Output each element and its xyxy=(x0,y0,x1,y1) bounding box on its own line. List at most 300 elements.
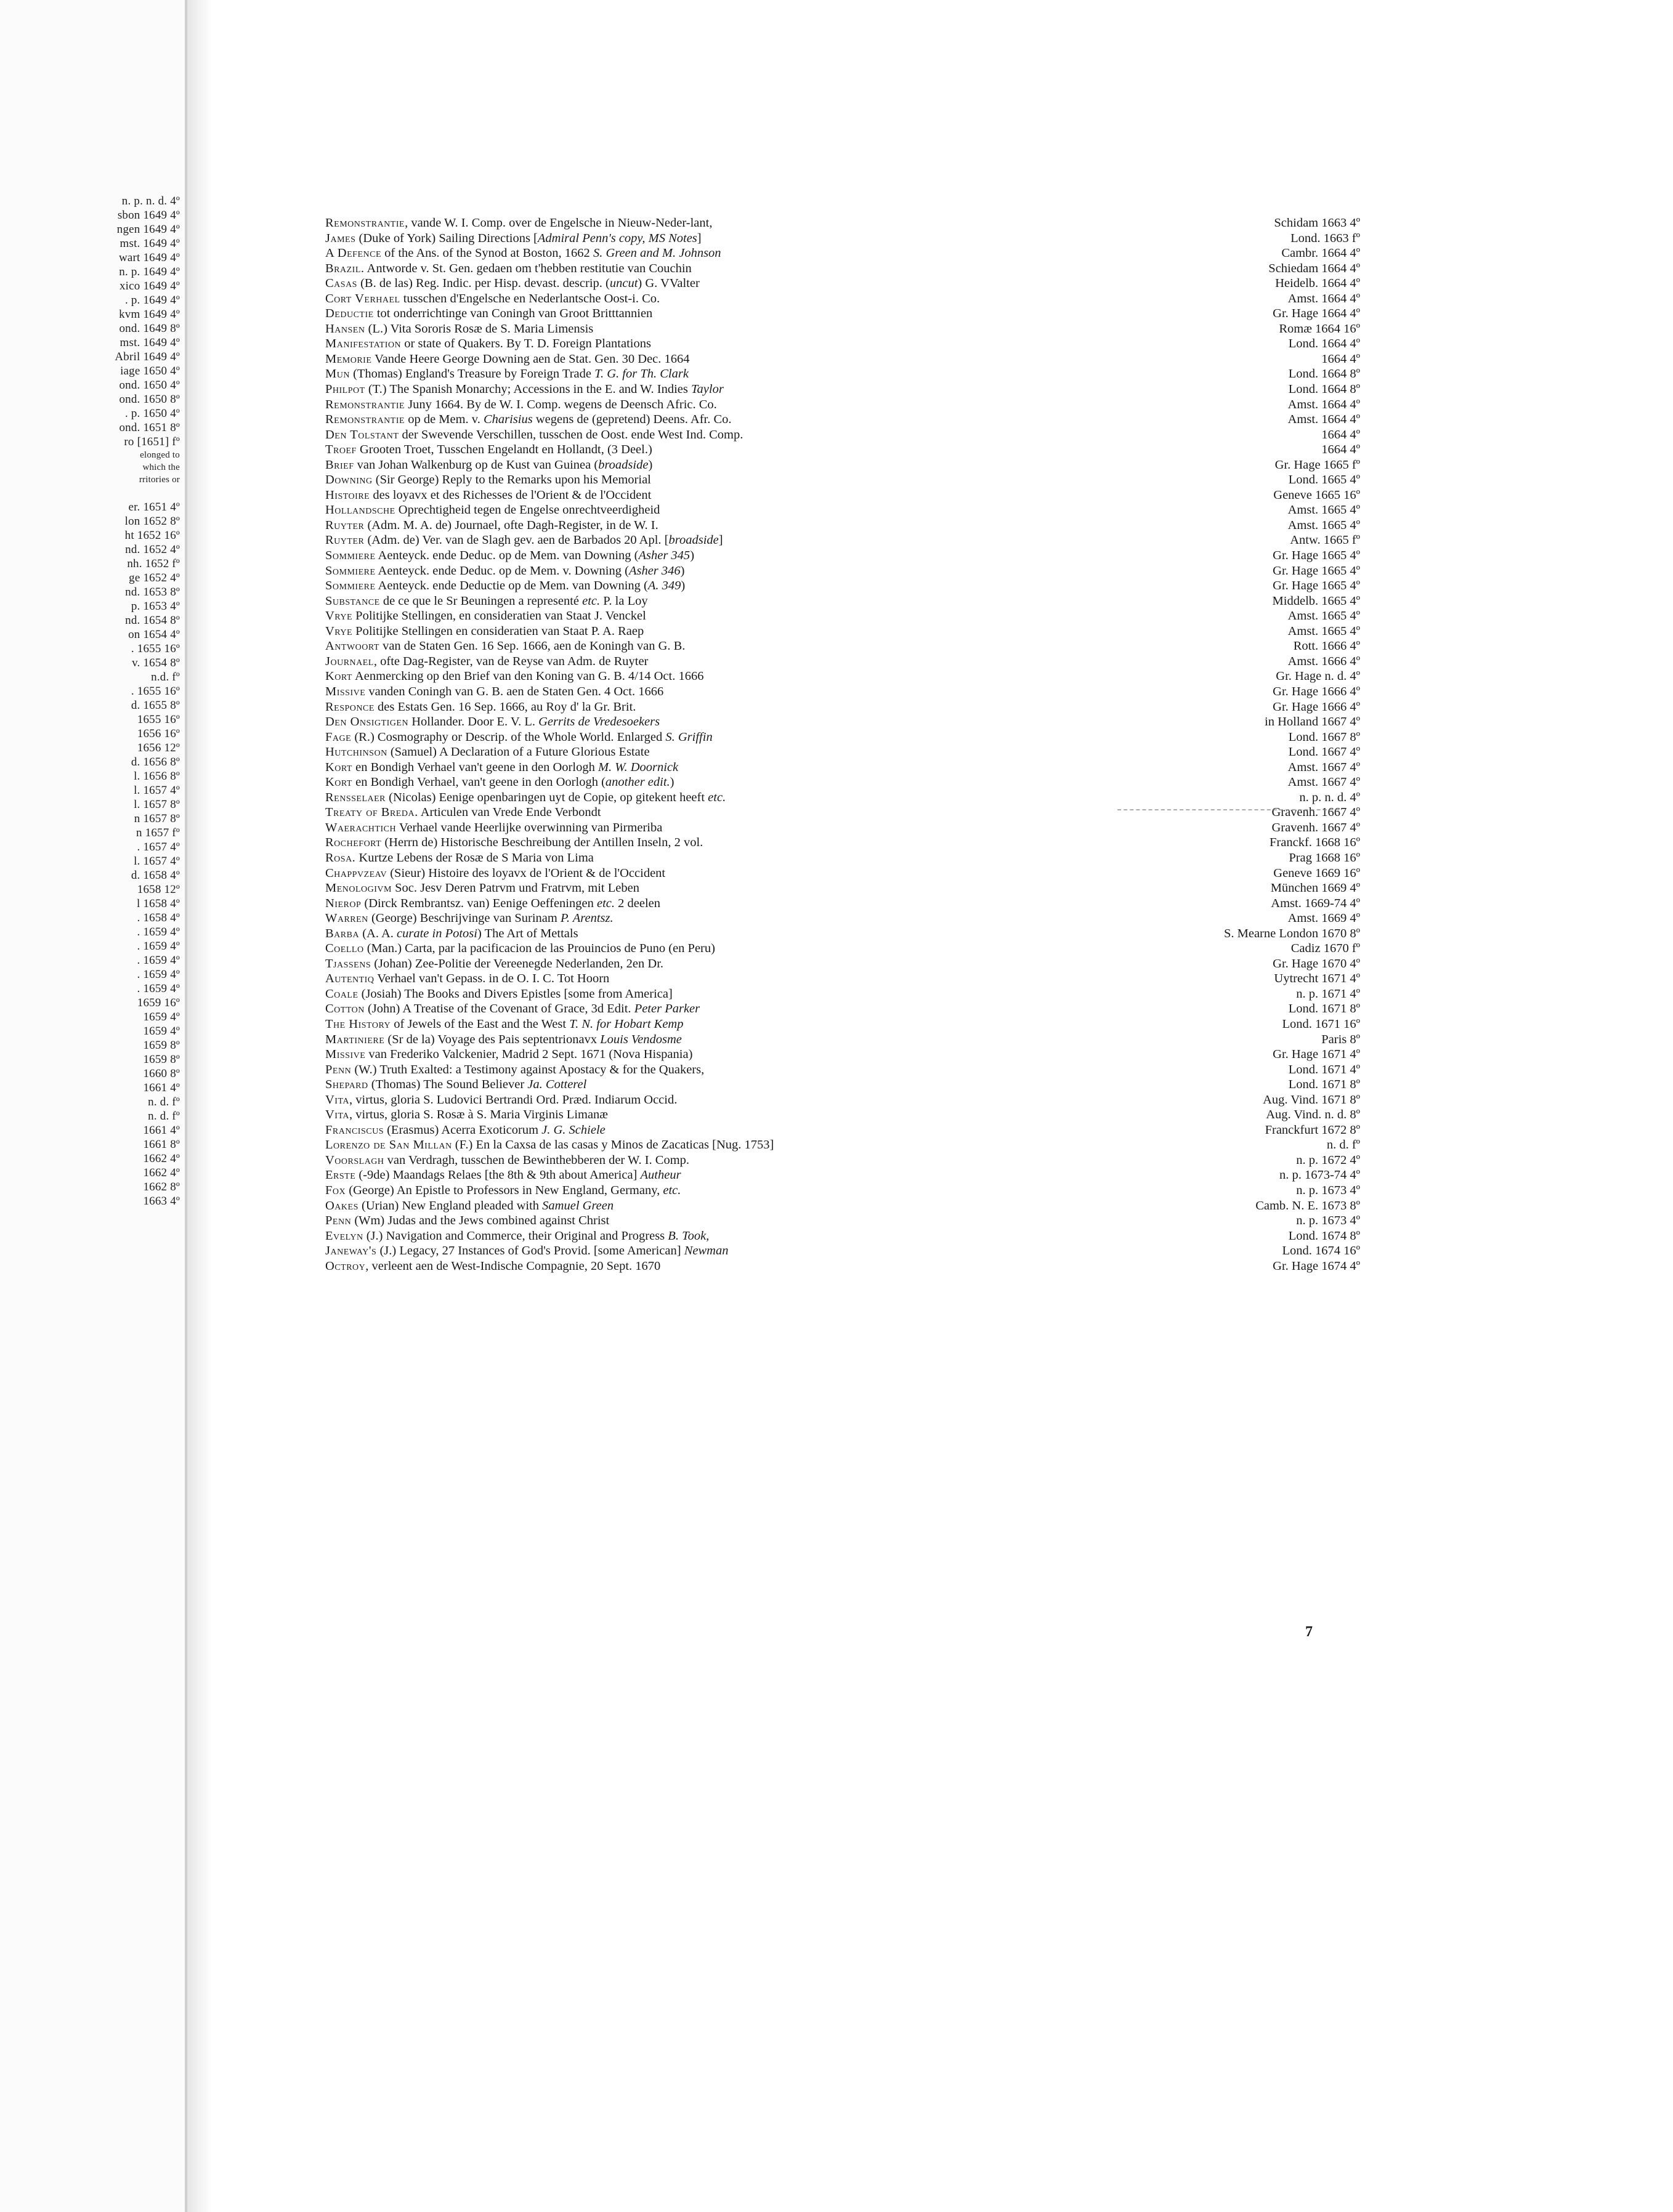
entry-title xyxy=(325,624,644,639)
entry-imprint: Lond. 1671 8º xyxy=(1288,1002,1360,1016)
entry-imprint: Amst. 1667 4º xyxy=(1287,775,1360,789)
previous-page-line: p. 1653 4º xyxy=(131,600,180,613)
entry-heading: Vita xyxy=(325,1108,350,1122)
entry-heading: Kort xyxy=(325,760,352,774)
bibliography-entry xyxy=(325,563,1360,579)
entry-text: (T.) The Spanish Monarchy; Accessions in the E. and W. Indies xyxy=(365,382,691,397)
entry-text: (Johan) Zee-Politie der Vereenegde Nederlanden, 2en Dr. xyxy=(371,956,664,971)
entry-heading: Histoire xyxy=(325,488,370,502)
bibliography-entry xyxy=(325,458,1360,473)
bibliography-entry xyxy=(325,684,1360,700)
entry-imprint: Schidam 1663 4º xyxy=(1274,216,1360,230)
entry-title xyxy=(325,1017,683,1032)
previous-page-line: l. 1657 8º xyxy=(134,798,180,811)
bibliography-entry xyxy=(325,1107,1360,1123)
bibliography-entry xyxy=(325,488,1360,503)
entry-imprint: Amst. 1665 4º xyxy=(1287,609,1360,623)
entry-title xyxy=(325,669,703,684)
entry-publisher: uncut xyxy=(609,276,638,291)
previous-page-line: ge 1652 4º xyxy=(129,571,180,584)
entry-heading: Vita xyxy=(325,1092,350,1107)
entry-text: Hollander. Door E. V. L. xyxy=(408,715,539,729)
entry-text-continued: ) The Art of Mettals xyxy=(477,926,578,940)
entry-text: van Frederiko Valckenier, Madrid 2 Sept. 1671 (Nova Hispania) xyxy=(365,1047,693,1062)
previous-page-line: 1662 4º xyxy=(143,1152,180,1165)
bibliography-entry xyxy=(325,1032,1360,1047)
entry-heading: Voorslagh xyxy=(325,1153,384,1167)
bibliography-entry xyxy=(325,608,1360,624)
entry-title xyxy=(325,533,723,548)
entry-heading: Missive xyxy=(325,1047,366,1062)
previous-page-line: n. p. n. d. 4º xyxy=(121,195,180,208)
entry-publisher: Louis Vendosme xyxy=(600,1032,682,1046)
previous-page-line: 1659 8º xyxy=(143,1053,180,1066)
entry-title xyxy=(325,336,651,352)
book-gutter xyxy=(187,0,212,2212)
bibliography-entry xyxy=(325,700,1360,715)
entry-text-continued: ] xyxy=(697,231,702,245)
previous-page-line: . p. 1650 4º xyxy=(124,407,180,420)
entry-heading: Treaty of Breda. xyxy=(325,805,418,820)
previous-page-line: 1659 4º xyxy=(143,1025,180,1038)
entry-heading: Franciscus xyxy=(325,1123,384,1137)
previous-page-line: 1656 12º xyxy=(137,741,180,754)
previous-page-line: l. 1657 4º xyxy=(134,784,180,797)
entry-text: van de Staten Gen. 16 Sep. 1666, aen de Koningh van G. B. xyxy=(379,639,686,653)
bibliography-entry xyxy=(325,366,1360,382)
previous-page-line: . 1659 4º xyxy=(137,926,180,938)
entry-heading: Sommiere xyxy=(325,563,376,578)
entry-imprint: Franckfurt 1672 8º xyxy=(1265,1123,1360,1137)
entry-heading: Lorenzo de San Millan xyxy=(325,1138,452,1152)
entry-title xyxy=(325,714,660,730)
entry-text: (J.) Legacy, 27 Instances of God's Provid. [some American] xyxy=(376,1244,684,1258)
entry-title xyxy=(325,850,594,866)
previous-page-line: 1662 4º xyxy=(143,1166,180,1179)
entry-heading: Sommiere xyxy=(325,579,376,593)
bibliography-entry xyxy=(325,745,1360,760)
previous-page-line: n. d. fº xyxy=(148,1096,180,1108)
bibliography-entry xyxy=(325,216,1360,231)
previous-page-line: ngen 1649 4º xyxy=(116,223,180,236)
entry-imprint: n. d. fº xyxy=(1326,1138,1360,1152)
entry-imprint: Amst. 1664 4º xyxy=(1287,397,1360,411)
entry-imprint: Camb. N. E. 1673 8º xyxy=(1255,1198,1360,1213)
bibliography-entry xyxy=(325,624,1360,639)
entry-title xyxy=(325,1243,728,1259)
entry-text: Vande Heere George Downing aen de Stat. Gen. 30 Dec. 1664 xyxy=(371,352,690,366)
entry-title xyxy=(325,548,694,563)
bibliography-entry xyxy=(325,231,1360,246)
entry-title xyxy=(325,700,636,715)
entry-text: des Estats Gen. 16 Sep. 1666, au Roy d' la Gr. Brit. xyxy=(374,700,636,714)
entry-title xyxy=(325,472,651,488)
entry-imprint: Gr. Hage 1671 4º xyxy=(1273,1047,1360,1062)
entry-heading: Rochefort xyxy=(325,836,382,850)
entry-heading: Waerachtich xyxy=(325,820,397,834)
bibliography-entry xyxy=(325,790,1360,805)
bibliography-entry xyxy=(325,1198,1360,1214)
entry-heading: Nierop xyxy=(325,896,362,910)
entry-text-continued: ) xyxy=(680,563,685,578)
entry-heading: Mun xyxy=(325,367,350,381)
previous-page-line: Abril 1649 4º xyxy=(115,350,180,363)
entry-text: vanden Coningh van G. B. aen de Staten Gen. 4 Oct. 1666 xyxy=(365,684,664,698)
entry-text: (Adm. de) Ver. van de Slagh gev. aen de Barbados 20 Apl. [ xyxy=(364,533,669,547)
bibliography-entry xyxy=(325,1243,1360,1259)
entry-imprint: Uytrecht 1671 4º xyxy=(1274,972,1360,986)
entry-title xyxy=(325,1213,609,1229)
previous-page-line: nh. 1652 fº xyxy=(127,557,180,570)
entry-publisher: etc. xyxy=(582,594,601,608)
entry-text: (B. de las) Reg. Indic. per Hisp. devast. descrip. ( xyxy=(357,276,610,291)
entry-text: (Nicolas) Eenige openbaringen uyt de Copie, op gitekent heeft xyxy=(386,790,708,804)
bibliography-entry xyxy=(325,578,1360,594)
bibliography-entry xyxy=(325,1092,1360,1108)
previous-page-line: xico 1649 4º xyxy=(119,280,180,293)
entry-title xyxy=(325,1092,677,1108)
entry-imprint: in Holland 1667 4º xyxy=(1265,715,1360,729)
entry-text: en Bondigh Verhael van't geene in den Oorlogh xyxy=(352,760,598,774)
entry-title xyxy=(325,366,689,382)
previous-page-line: ro [1651] fº xyxy=(124,435,180,448)
entry-title xyxy=(325,1001,700,1017)
entry-publisher: another edit. xyxy=(605,775,670,789)
entry-text: (George) An Epistle to Professors in New England, Germany, xyxy=(346,1184,663,1197)
entry-publisher: Admiral Penn's copy, MS Notes xyxy=(537,231,697,245)
previous-page-line: n.d. fº xyxy=(151,671,180,684)
previous-page-text xyxy=(0,194,180,1208)
entry-imprint: Amst. 1669-74 4º xyxy=(1271,896,1360,910)
entry-heading: Ruyter xyxy=(325,518,365,532)
bibliography-entry xyxy=(325,775,1360,790)
entry-title xyxy=(325,805,601,820)
entry-heading: Sommiere xyxy=(325,549,376,563)
previous-page-line: which the xyxy=(142,462,180,472)
entry-text-continued: P. A. Raep xyxy=(588,624,644,638)
entry-text: (Herrn de) Historische Beschreibung der Antillen Inseln, 2 vol. xyxy=(381,836,703,850)
entry-heading: James xyxy=(325,231,356,245)
bibliography-entry xyxy=(325,911,1360,926)
entry-heading: Chappvzeav xyxy=(325,866,387,880)
previous-page-line: ond. 1651 8º xyxy=(119,421,180,434)
bibliography-entry xyxy=(325,896,1360,911)
book-page xyxy=(212,0,1673,2212)
entry-imprint: Paris 8º xyxy=(1321,1032,1360,1046)
entry-heading: Fox xyxy=(325,1184,346,1197)
entry-imprint: Rott. 1666 4º xyxy=(1293,639,1360,653)
bibliography-entry xyxy=(325,472,1360,488)
bibliography-entry xyxy=(325,594,1360,609)
entry-title xyxy=(325,1123,606,1138)
previous-page-line: 1662 8º xyxy=(143,1181,180,1193)
entry-text: Articulen van Vrede Ende Verbondt xyxy=(418,805,601,820)
entry-publisher: B. Took, xyxy=(668,1229,710,1243)
bibliography-entry xyxy=(325,1017,1360,1032)
entry-imprint: Antw. 1665 fº xyxy=(1290,533,1360,547)
entry-title xyxy=(325,745,650,760)
entry-imprint: Gr. Hage 1666 4º xyxy=(1273,684,1360,698)
entry-title xyxy=(325,1168,681,1183)
entry-heading: Philpot xyxy=(325,382,365,397)
entry-publisher: broadside xyxy=(598,458,649,472)
entry-text-continued: ) xyxy=(681,579,686,593)
entry-publisher: Asher 346 xyxy=(628,563,681,578)
entry-title xyxy=(325,1107,608,1123)
previous-page-line: v. 1654 8º xyxy=(132,656,180,669)
entry-text: Soc. Jesv Deren Patrvm und Fratrvm, mit Leben xyxy=(392,881,639,895)
bibliography-entry xyxy=(325,805,1360,820)
entry-title xyxy=(325,1077,586,1092)
entry-text: van Johan Walkenburg op de Kust van Guinea ( xyxy=(354,458,599,472)
entry-heading: Coale xyxy=(325,987,358,1001)
entry-heading: Remonstrantie xyxy=(325,413,405,427)
entry-text-continued: ) xyxy=(648,458,653,472)
bibliography-entry xyxy=(325,503,1360,518)
entry-text: or state of Quakers. By T. D. Foreign Plantations xyxy=(401,337,651,351)
entry-text: (Wm) Judas and the Jews combined against Christ xyxy=(351,1214,610,1228)
entry-publisher: Charisius xyxy=(483,413,533,427)
bibliography-entry xyxy=(325,321,1360,337)
entry-text: (R.) Cosmography or Descrip. of the Whole World. Enlarged xyxy=(351,730,666,744)
entry-heading: Vrye xyxy=(325,609,353,623)
entry-text: Verhael van't Gepass. in de O. I. C. Tot Hoorn xyxy=(374,972,610,986)
bibliography-entry xyxy=(325,956,1360,972)
entry-title xyxy=(325,1137,774,1153)
entry-text: (Duke of York) Sailing Directions [ xyxy=(355,231,538,245)
entry-heading: Vrye xyxy=(325,624,353,638)
entry-heading: Hollandsche xyxy=(325,503,395,517)
entry-text: op de Mem. v. xyxy=(405,413,484,427)
bibliography-entries xyxy=(325,216,1360,1274)
entry-text: Kurtze Lebens der Rosæ de S Maria von Lima xyxy=(355,850,594,865)
entry-text: (Adm. M. A. de) Journael, ofte Dagh-Register, in de W. I. xyxy=(364,518,658,532)
entry-heading: Cotton xyxy=(325,1002,365,1016)
previous-page-line: 1661 4º xyxy=(143,1124,180,1137)
bibliography-entry xyxy=(325,276,1360,291)
entry-title xyxy=(325,608,646,624)
previous-page-line: 1663 4º xyxy=(143,1195,180,1208)
entry-text: Aenteyck. ende Deduc. op de Mem. van Downing ( xyxy=(375,549,639,563)
entry-imprint: Gr. Hage 1670 4º xyxy=(1273,956,1360,971)
bibliography-entry xyxy=(325,881,1360,896)
entry-imprint: Amst. 1665 4º xyxy=(1287,624,1360,638)
entry-imprint: Amst. 1667 4º xyxy=(1287,760,1360,774)
entry-imprint: Amst. 1666 4º xyxy=(1287,654,1360,668)
bibliography-entry xyxy=(325,941,1360,956)
entry-text: Antworde v. St. Gen. gedaen om t'hebben restitutie van Couchin xyxy=(364,261,692,275)
entry-imprint: n. p. n. d. 4º xyxy=(1299,790,1360,804)
entry-heading: Oakes xyxy=(325,1198,358,1213)
entry-text: Politijke Stellingen en consideratien van Staat xyxy=(352,624,588,638)
entry-imprint: n. p. 1671 4º xyxy=(1296,987,1360,1001)
entry-heading: Warren xyxy=(325,911,368,926)
entry-text-continued: ) xyxy=(670,775,674,789)
entry-title xyxy=(325,639,685,654)
bibliography-entry xyxy=(325,291,1360,307)
entry-imprint: Amst. 1669 4º xyxy=(1287,911,1360,926)
entry-title xyxy=(325,1032,682,1047)
entry-imprint: Lond. 1665 4º xyxy=(1288,473,1360,487)
previous-page-edge xyxy=(0,0,187,2212)
entry-title xyxy=(325,941,715,956)
entry-publisher: Taylor xyxy=(691,382,724,397)
entry-imprint: Lond. 1671 8º xyxy=(1288,1078,1360,1092)
entry-title xyxy=(325,276,700,291)
entry-imprint: Lond. 1663 fº xyxy=(1290,231,1360,245)
previous-page-line: 1655 16º xyxy=(137,713,180,726)
entry-text: (John) A Treatise of the Covenant of Grace, 3d Edit. xyxy=(364,1002,634,1016)
entry-title xyxy=(325,578,685,594)
entry-heading: Barba xyxy=(325,926,360,940)
previous-page-line: 1660 8º xyxy=(143,1067,180,1080)
entry-title xyxy=(325,458,652,473)
entry-imprint: n. p. 1673 4º xyxy=(1296,1214,1360,1228)
entry-publisher: A. 349 xyxy=(647,579,681,593)
entry-heading: Missive xyxy=(325,684,366,698)
entry-heading: Den Tolstant xyxy=(325,427,399,442)
entry-imprint: Heidelb. 1664 4º xyxy=(1275,276,1360,291)
entry-heading: Shepard xyxy=(325,1078,368,1092)
previous-page-line: . p. 1649 4º xyxy=(124,294,180,307)
entry-text: en Bondigh Verhael, van't geene in den Oorlogh ( xyxy=(352,775,606,789)
entry-text: of the Ans. of the Synod at Boston, 1662 xyxy=(381,246,593,260)
entry-heading: Hutchinson xyxy=(325,745,387,759)
entry-text: (Urian) New England pleaded with xyxy=(358,1198,543,1213)
entry-heading: The History xyxy=(325,1017,391,1031)
entry-title xyxy=(325,306,652,321)
entry-text: (Thomas) The Sound Believer xyxy=(368,1078,528,1092)
entry-heading: Ruyter xyxy=(325,533,365,547)
entry-title xyxy=(325,790,726,805)
bibliography-entry xyxy=(325,1213,1360,1229)
entry-heading: Den Onsigtigen xyxy=(325,715,409,729)
previous-page-line: . 1659 4º xyxy=(137,982,180,995)
bibliography-entry xyxy=(325,336,1360,352)
bibliography-entry xyxy=(325,1229,1360,1244)
entry-text: tusschen d'Engelsche en Nederlantsche Oost-i. Co. xyxy=(400,291,660,305)
previous-page-line: 1656 16º xyxy=(137,727,180,740)
bibliography-entry xyxy=(325,730,1360,745)
bibliography-entry xyxy=(325,397,1360,413)
previous-page-line: nd. 1652 4º xyxy=(125,543,180,556)
entry-publisher: Autheur xyxy=(640,1168,681,1182)
entry-heading: Janeway's xyxy=(325,1244,377,1258)
entry-title xyxy=(325,1259,660,1274)
entry-text: tot onderrichtinge van Coningh van Groot Britttannien xyxy=(373,307,653,321)
entry-heading: Manifestation xyxy=(325,337,402,351)
entry-imprint: Gr. Hage 1665 4º xyxy=(1273,563,1360,578)
entry-title xyxy=(325,246,721,261)
entry-title xyxy=(325,594,648,609)
entry-text: (Samuel) A Declaration of a Future Glorious Estate xyxy=(387,745,650,759)
entry-title xyxy=(325,503,660,518)
entry-text: de ce que le Sr Beuningen a representé xyxy=(379,594,583,608)
entry-imprint: Franckf. 1668 16º xyxy=(1270,836,1360,850)
entry-title xyxy=(325,231,702,246)
previous-page-line: rritories or xyxy=(139,475,180,485)
previous-page-line: lon 1652 8º xyxy=(124,515,180,528)
entry-text: , vande W. I. Comp. over de Engelsche in Nieuw-Neder-lant, xyxy=(405,216,713,230)
previous-page-line: 1661 8º xyxy=(143,1138,180,1151)
previous-page-line: d. 1656 8º xyxy=(131,756,180,769)
bibliography-entry xyxy=(325,820,1360,836)
previous-page-line: iage 1650 4º xyxy=(120,365,180,377)
entry-publisher: M. W. Doornick xyxy=(598,760,679,774)
entry-heading: Menologivm xyxy=(325,881,392,895)
entry-imprint: Gr. Hage 1665 fº xyxy=(1274,458,1360,472)
previous-page-line: n 1657 fº xyxy=(136,826,180,839)
bibliography-entry xyxy=(325,548,1360,563)
entry-heading: Troef xyxy=(325,443,357,457)
entry-title xyxy=(325,321,593,337)
entry-title xyxy=(325,896,660,911)
entry-imprint: Lond. 1674 16º xyxy=(1282,1244,1360,1258)
entry-imprint: Lond. 1667 4º xyxy=(1288,745,1360,759)
previous-page-line: . 1657 4º xyxy=(137,841,180,854)
entry-publisher: S. Green and M. Johnson xyxy=(593,246,721,260)
entry-heading: Remonstrantie xyxy=(325,397,405,411)
bibliography-entry xyxy=(325,261,1360,276)
entry-text-continued: J. Venckel xyxy=(591,609,646,623)
entry-imprint: Lond. 1664 8º xyxy=(1288,367,1360,381)
entry-text: (Josiah) The Books and Divers Epistles [some from America] xyxy=(358,987,673,1001)
entry-text-continued: ) G. VValter xyxy=(638,276,700,291)
entry-imprint: Prag 1668 16º xyxy=(1289,850,1360,865)
bibliography-entry xyxy=(325,987,1360,1002)
entry-imprint: Cambr. 1664 4º xyxy=(1281,246,1360,260)
entry-imprint: Lond. 1664 4º xyxy=(1288,337,1360,351)
entry-heading: Autentiq xyxy=(325,972,375,986)
bibliography-entry xyxy=(325,518,1360,533)
previous-page-line: mst. 1649 4º xyxy=(120,336,180,349)
entry-publisher: S. Griffin xyxy=(665,730,713,744)
entry-publisher: Newman xyxy=(684,1244,729,1258)
entry-publisher: T. N. for Hobart Kemp xyxy=(569,1017,684,1031)
entry-heading: Evelyn xyxy=(325,1229,363,1243)
entry-title xyxy=(325,775,674,790)
bibliography-entry xyxy=(325,1077,1360,1092)
bibliography-entry xyxy=(325,714,1360,730)
previous-page-line: ond. 1650 4º xyxy=(119,379,180,392)
entry-text: (F.) En la Caxsa de las casas y Minos de Zacaticas [Nug. 1753] xyxy=(452,1138,774,1152)
entry-title xyxy=(325,397,717,413)
previous-page-line: . 1659 4º xyxy=(137,968,180,981)
entry-text: (Thomas) England's Treasure by Foreign Trade xyxy=(349,367,595,381)
previous-page-line: 1659 16º xyxy=(137,996,180,1009)
entry-imprint: Gr. Hage 1664 4º xyxy=(1273,307,1360,321)
bibliography-entry xyxy=(325,1259,1360,1274)
previous-page-line: l. 1656 8º xyxy=(134,770,180,783)
entry-title xyxy=(325,971,609,987)
bibliography-entry xyxy=(325,654,1360,669)
bibliography-entry xyxy=(325,442,1360,458)
entry-imprint: 1664 4º xyxy=(1321,427,1360,442)
entry-text-continued: P. la Loy xyxy=(600,594,648,608)
entry-title xyxy=(325,382,724,397)
entry-imprint: Gr. Hage 1674 4º xyxy=(1273,1259,1360,1273)
entry-publisher: curate in Potosi xyxy=(397,926,477,940)
entry-imprint: Amst. 1665 4º xyxy=(1287,518,1360,532)
entry-title xyxy=(325,926,578,942)
previous-page-line: . 1659 4º xyxy=(137,940,180,953)
entry-text: (Erasmus) Acerra Exoticorum xyxy=(383,1123,542,1137)
entry-title xyxy=(325,911,614,926)
entry-publisher: Samuel Green xyxy=(542,1198,614,1213)
entry-publisher: J. G. Schiele xyxy=(541,1123,606,1137)
bibliography-entry xyxy=(325,669,1360,684)
previous-page-line: n 1657 8º xyxy=(134,812,180,825)
